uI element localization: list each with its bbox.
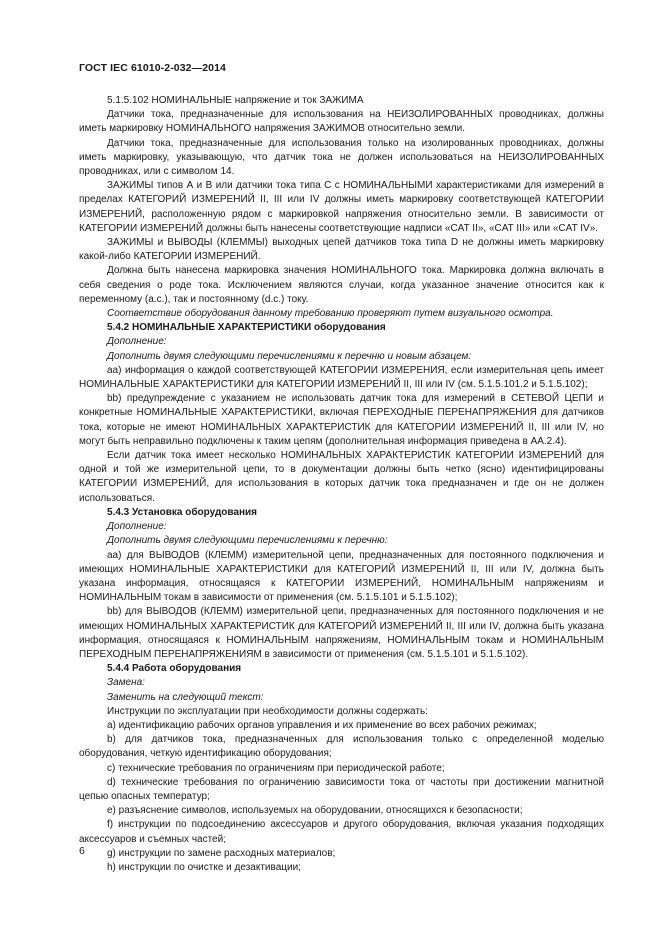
paragraph: Датчики тока, предназначенные для использования на НЕИЗОЛИРОВАННЫХ проводниках, должны иметь маркировку НОМИНАЛЬНОГО напряжения ЗАЖИМОВ относительно земли. bbox=[79, 109, 604, 135]
paragraph: Если датчик тока имеет несколько НОМИНАЛЬНЫХ ХАРАКТЕРИСТИК КАТЕГОРИИ ИЗМЕРЕНИЙ для одной и той же измерительной цепи, то в документации должны быть четко (ясно) идентифицированы КАТЕГОРИИ ИЗМЕРЕНИЙ, для использования в которых датчик тока предназначен и где он не должен использоваться. bbox=[79, 450, 604, 504]
paragraph: g) инструкции по замене расходных материалов; bbox=[107, 847, 336, 859]
paragraph: 5.1.5.102 НОМИНАЛЬНЫЕ напряжение и ток ЗАЖИМА bbox=[107, 95, 364, 106]
document-code-header: ГОСТ IEC 61010-2-032—2014 bbox=[79, 62, 226, 74]
paragraph: f) инструкции по подсоединению аксессуаров и другого оборудования, включая указания подходящих аксессуаров и съемных частей; bbox=[79, 819, 604, 845]
paragraph: bb) предупреждение с указанием не использовать датчик тока для измерений в СЕТЕВОЙ ЦЕПИ и конкретные НОМИНАЛЬНЫЕ ХАРАКТЕРИСТИКИ, включая ПЕРЕХОДНЫЕ ПЕРЕНАПРЯЖЕНИЯ для датчиков тока, которые не имеют НОМИНАЛЬНЫХ ХАРАКТЕРИСТИК для КАТЕГОРИИ ИЗМЕРЕНИЙ II, III или IV, но могут быть неправильно подключены к таким цепям (дополнительная информация приведена в АА.2.4). bbox=[79, 393, 604, 447]
paragraph: c) технические требования по ограничениям при периодической работе; bbox=[107, 762, 445, 774]
paragraph: h) инструкции по очистке и дезактивации; bbox=[107, 861, 301, 873]
paragraph: Замена: bbox=[107, 677, 145, 689]
paragraph: d) технические требования по ограничению зависимости тока от частоты при достижении магнитной цепью опасных температур; bbox=[79, 776, 604, 802]
paragraph: a) идентификацию рабочих органов управления и их применение во всех рабочих режимах; bbox=[107, 719, 537, 731]
paragraph: Дополнить двумя следующими перечислениями к перечню: bbox=[107, 535, 388, 547]
document-body bbox=[79, 94, 604, 875]
paragraph: Заменить на следующий текст: bbox=[107, 691, 264, 703]
paragraph: b) для датчиков тока, предназначенных для использования только с определенной моделью оборудования, четкую идентификацию оборудования; bbox=[79, 734, 604, 760]
page-number: 6 bbox=[79, 845, 85, 857]
paragraph: e) разъяснение символов, используемых на оборудовании, относящихся к безопасности; bbox=[107, 805, 523, 817]
paragraph: ЗАЖИМЫ типов А и В или датчики тока типа С с НОМИНАЛЬНЫМИ характеристиками для измерений в пределах КАТЕГОРИЙ ИЗМЕРЕНИЙ II, III или IV должны иметь маркировку соответствующей КАТЕГОРИИ ИЗМЕРЕНИЙ, расположенную рядом с маркировкой напряжения относительно земли. В зависимости от КАТЕГОРИИ ИЗМЕРЕНИЙ должны быть нанесены соответствующие надписи «CAT II», «CAT III» или «CAT IV». bbox=[79, 180, 604, 234]
paragraph: aa) для ВЫВОДОВ (КЛЕММ) измерительной цепи, предназначенных для постоянного подключения и имеющих НОМИНАЛЬНЫЕ ХАРАКТЕРИСТИКИ для КАТЕГОРИЙ ИЗМЕРЕНИЙ II, III или IV, должна быть указана информация, относящаяся к КАТЕГОРИИ ИЗМЕРЕНИЙ, НОМИНАЛЬНЫМ напряжениям и НОМИНАЛЬНЫМ токам в зависимости от применения (см. 5.1.5.101 и 5.1.5.102); bbox=[79, 549, 604, 604]
paragraph: Должна быть нанесена маркировка значения НОМИНАЛЬНОГО тока. Маркировка должна включать в себя сведения о роде тока. Исключением являются случаи, когда указанное значение относится как к переменному (a.c.), так и постоянному (d.c.) току. bbox=[79, 265, 604, 305]
section-heading: 5.4.2 НОМИНАЛЬНЫЕ ХАРАКТЕРИСТИКИ оборудования bbox=[107, 322, 386, 334]
paragraph: Дополнение: bbox=[107, 336, 167, 348]
paragraph: ЗАЖИМЫ и ВЫВОДЫ (КЛЕММЫ) выходных цепей датчиков тока типа D не должны иметь маркировку какой-либо КАТЕГОРИИ ИЗМЕРЕНИЙ. bbox=[79, 237, 604, 263]
paragraph: Соответствие оборудования данному требованию проверяют путем визуального осмотра. bbox=[107, 308, 554, 320]
paragraph: Датчики тока, предназначенные для использования только на изолированных проводниках, должны иметь маркировку, указывающую, что датчик тока не должен использоваться на НЕИЗОЛИРОВАННЫХ проводниках, или с символом 14. bbox=[79, 137, 604, 178]
paragraph: Инструкции по эксплуатации при необходимости должны содержать: bbox=[107, 705, 428, 717]
section-heading: 5.4.4 Работа оборудования bbox=[107, 663, 242, 675]
paragraph: Дополнить двумя следующими перечислениями к перечню и новым абзацем: bbox=[107, 350, 472, 362]
paragraph: aa) информация о каждой соответствующей КАТЕГОРИИ ИЗМЕРЕНИЯ, если измерительная цепь имеет НОМИНАЛЬНЫЕ ХАРАКТЕРИСТИКИ для КАТЕГОРИИ ИЗМЕРЕНИЙ II, III или IV (см. 5.1.5.101.2 и 5.1.5.102); bbox=[79, 364, 604, 391]
paragraph: bb) для ВЫВОДОВ (КЛЕММ) измерительной цепи, предназначенных для постоянного подключения и не имеющих НОМИНАЛЬНЫХ ХАРАКТЕРИСТИК для КАТЕГОРИЙ ИЗМЕРЕНИЙ II, III или IV, должна быть указана информация, относящаяся к НОМИНАЛЬНЫМ напряжениям, НОМИНАЛЬНЫМ токам и НОМИНАЛЬНЫМ ПЕРЕХОДНЫМ ПЕРЕНАПРЯЖЕНИЯМ в зависимости от применения (см. 5.1.5.101 и 5.1.5.102). bbox=[79, 606, 604, 660]
paragraph: Дополнение: bbox=[107, 521, 167, 533]
section-heading: 5.4.3 Установка оборудования bbox=[107, 506, 258, 518]
